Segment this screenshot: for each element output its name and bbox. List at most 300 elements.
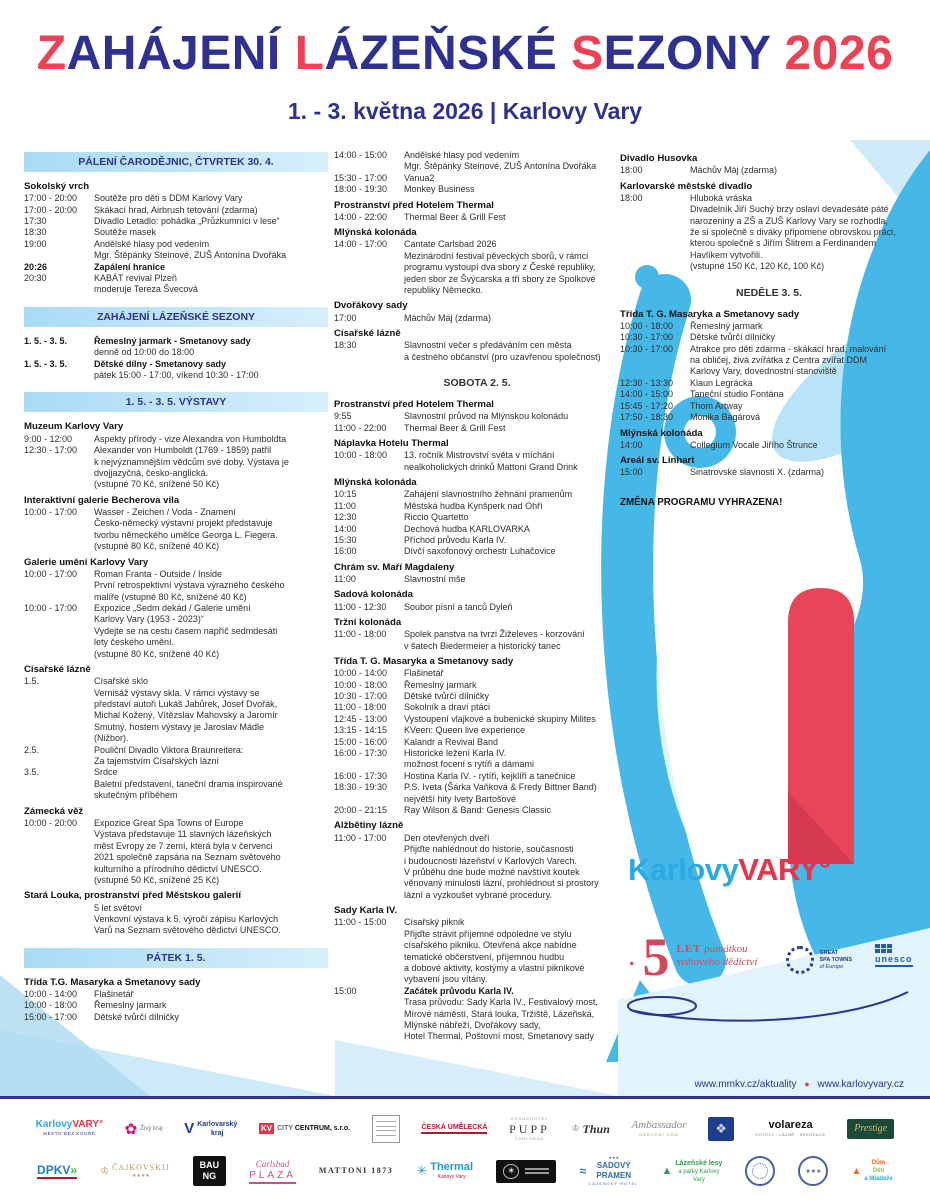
event-time: 13:15 - 14:15: [334, 725, 388, 736]
venue-group: [334, 150, 620, 196]
event-row: [334, 546, 620, 557]
venue-group: [24, 495, 328, 553]
event-desc: Vydejte se na cestu časem napříč sedmdesáti: [94, 625, 278, 636]
event-time: 11:00: [334, 500, 356, 511]
event-row: [334, 702, 620, 713]
event-title: Thom Artway: [690, 400, 743, 411]
event-desc: narozeniny a ZŠ a ZUŠ Karlovy Vary se rozhodla,: [690, 215, 888, 226]
poster-title: [0, 26, 930, 81]
event-title: Dětské dílny - Smetanovy sady: [94, 358, 227, 369]
logo-text: Ambassador NÁRODNÍ DŮM: [631, 1119, 687, 1138]
event-title: Městská hudba Kynšperk nad Ohří: [404, 500, 543, 511]
venue-name: Areál sv. Linhart: [620, 455, 695, 467]
event-row: [334, 917, 620, 928]
event-row: [334, 239, 620, 250]
venue-group: [334, 905, 620, 1043]
event-desc: na obličej, živá zvířátka z Centra zvířat DDM: [690, 355, 868, 366]
venue-name: Mlýnská kolonáda: [620, 427, 703, 439]
event-desc: Vernisáž výstavy skla. V rámci výstavy se: [94, 687, 260, 698]
event-title: Alexander von Humboldt (1769 - 1859) patřil: [94, 445, 272, 456]
unesco-temple-icon: [875, 944, 913, 953]
event-desc: programu vystoupí dva sbory z České republiky,: [404, 262, 596, 273]
event-title: Roman Franta - Outside / Inside: [94, 568, 223, 579]
event-row: [334, 411, 620, 422]
event-title: Císařské sklo: [94, 676, 149, 687]
event-time: 11:00 - 12:30: [334, 601, 387, 612]
event-desc: Venkovní výstava k 5. výročí zápisu Karlových: [94, 913, 279, 924]
lazenske-lesy-icon: ▲: [661, 1165, 673, 1178]
event-time: 12:45 - 13:00: [334, 713, 388, 724]
anniversary-text: LET památkou světového dědictví: [676, 943, 758, 968]
event-title: Kalandr a Revival Band: [404, 736, 499, 747]
event-time: 20:30: [24, 273, 47, 284]
venue-group: [334, 617, 620, 652]
event-time: 14:00 - 15:00: [334, 150, 388, 160]
event-row: [24, 445, 328, 456]
event-row: [334, 629, 620, 640]
event-desc: císařského pikniku. Otevřená akce nabídne: [404, 940, 577, 951]
logo-text: Carlsbad PLAZA: [249, 1159, 296, 1184]
event-time: 12:30 - 17:00: [24, 445, 78, 456]
thermal-icon: ✳: [416, 1163, 428, 1179]
venue-group: [24, 557, 328, 660]
event-desc: kterou společně s Jiřím Šlitrem a Ferdinandem: [690, 238, 877, 249]
venue-name: Sady Karla IV.: [334, 905, 398, 917]
event-row: [620, 344, 918, 355]
event-time: 10:00 - 18:00: [24, 1000, 78, 1011]
event-time: 10:00 - 17:00: [24, 568, 78, 579]
red-dot-icon: .: [628, 939, 636, 972]
event-desc: (vstupné 70 Kč, snížené 50 Kč): [94, 479, 220, 490]
logo-text: Lázeňské lesy a parky Karlovy Vary: [675, 1159, 723, 1183]
venue-name: Třída T.G. Masaryka a Smetanovy sady: [24, 976, 201, 988]
event-time: 20:00 - 21:15: [334, 805, 388, 816]
sponsor-logo-mercedes-benz: [496, 1160, 556, 1183]
venue-group: [24, 890, 328, 936]
venue-group: [334, 656, 620, 816]
venue-name: Mlýnská kolonáda: [334, 227, 417, 239]
event-title: Sinatrovské slavnosti X. (zdarma): [690, 467, 825, 478]
venue-name: Prostranství před Hotelem Thermal: [334, 199, 494, 211]
event-desc: Mgr. Štěpánky Steinové, ZUŠ Antonína Dvořáka: [404, 161, 597, 172]
event-desc: moderuje Tereza Švecová: [94, 284, 198, 295]
event-time: 14:00: [334, 523, 357, 534]
event-desc: Baletní představení, taneční drama inspirované: [94, 778, 283, 789]
venue-group: [620, 309, 918, 424]
unesco-logo: unesco: [875, 944, 913, 967]
event-title: Dechová hudba KARLOVARKA: [404, 523, 530, 534]
venue-name: Zámecká věž: [24, 805, 84, 817]
event-title: Sokolník a draví ptáci: [404, 702, 491, 713]
event-desc: lety českého umění.: [94, 637, 175, 648]
event-time: 11:00 - 17:00: [334, 832, 387, 843]
venue-group: [24, 421, 328, 490]
sponsor-logo-cisarske-lazne-box: [372, 1115, 400, 1143]
event-title: Aspekty přírody - vize Alexandra von Humboldta: [94, 433, 287, 444]
event-title: Den otevřených dveří: [404, 832, 490, 843]
dotted-circle-icon: [786, 946, 814, 974]
event-title: Spolek panstva na tvrzi Žiželeves - korzování: [404, 629, 585, 640]
venue-name: Třída T. G. Masaryka a Smetanovy sady: [620, 308, 800, 320]
event-time: 18:00: [620, 165, 643, 176]
event-time: 1. 5. - 3. 5.: [24, 358, 68, 369]
sponsor-logo-dum-deti-a-mladeze: [852, 1159, 893, 1183]
section-header: PÁTEK 1. 5.: [24, 948, 328, 968]
logo-text: MATTONI 1873: [318, 1166, 394, 1176]
event-title: Flašinetář: [404, 668, 444, 679]
event-desc: vybavení jsou vítány.: [404, 974, 488, 985]
title-word: Z: [36, 27, 67, 80]
event-desc: Přijďte nahlédnout do historie, současnosti: [404, 844, 574, 855]
event-desc: (vstupné 50 Kč, snížené 25 Kč): [94, 874, 220, 885]
sponsor-logo-mattoni-1873: [319, 1166, 393, 1176]
event-time: 10:00 - 14:00: [334, 668, 388, 679]
karlovy-vary-city-logo: [628, 852, 920, 888]
event-time: 10:30 - 17:00: [620, 343, 674, 354]
event-time: 10:00 - 20:00: [24, 817, 78, 828]
footer-links: [694, 1079, 904, 1090]
venue-name: Muzeum Karlovy Vary: [24, 421, 124, 433]
event-time: 14:00 - 15:00: [620, 389, 674, 400]
event-title: Thermal Beer & Grill Fest: [404, 211, 506, 222]
event-desc: tematické občerstvení, příjemnou hudbu: [404, 951, 565, 962]
kv-city-centrum-icon: KV: [260, 1124, 273, 1134]
logo-text: ČESKÁ UMĚLECKÁ: [421, 1123, 487, 1134]
logo-text: Prestige: [854, 1122, 888, 1134]
sponsor-logo-volareza: [755, 1119, 825, 1138]
event-title: Hostina Karla IV. - rytíři, kejklíři a tanečnice: [404, 770, 576, 781]
venue-group: [334, 227, 620, 296]
stacked-text-mark-icon: [372, 1115, 400, 1143]
event-row: [24, 262, 328, 273]
event-desc: Divadelník Jiří Suchý brzy oslaví devadesáté páté: [690, 204, 889, 215]
sponsor-row-2: [0, 1155, 930, 1187]
event-row: [24, 205, 328, 216]
event-title: Taneční studio Fontána: [690, 389, 784, 400]
venue-group: [334, 328, 620, 363]
venue-name: Alžbětiny lázně: [334, 820, 404, 832]
sponsor-logo-bau-ng: [193, 1156, 227, 1186]
sponsor-logo-round-seal: [745, 1156, 775, 1186]
logo-text: Thermal Karlovy Vary: [430, 1161, 474, 1181]
program-column-right: [620, 150, 918, 508]
logo-text: Karlovarský kraj: [197, 1120, 238, 1137]
event-row: [24, 818, 328, 829]
title-word: 2026: [784, 27, 894, 80]
karlovarsky-kraj-icon: V: [184, 1120, 195, 1138]
event-row: [334, 535, 620, 546]
event-time: 14:00 - 17:00: [334, 239, 388, 250]
event-desc: Za tajemstvím Císařských lázní: [94, 756, 220, 767]
event-title: Thermal Beer & Grill Fest: [404, 422, 506, 433]
venue-group: [620, 455, 918, 479]
event-time: 18:30: [24, 227, 47, 238]
event-desc: Karlovy Vary (1953 - 2023)“: [94, 614, 204, 625]
event-time: 17:00 - 20:00: [24, 204, 78, 215]
event-row: [334, 212, 620, 223]
sponsor-logo-sadovy-pramen: [579, 1155, 638, 1187]
venue-group: [24, 806, 328, 887]
venue-name: Císařské lázně: [24, 664, 91, 675]
program-section: [24, 948, 328, 1023]
venue-group: [620, 428, 918, 452]
event-title: Klaun Legrácka: [690, 377, 753, 388]
event-desc: malíře (vstupné 80 Kč, snížené 40 Kč): [94, 591, 247, 602]
event-desc: (vstupné 150 Kč, 120 Kč, 100 Kč): [690, 261, 825, 272]
event-desc: jeden sbor ze Švýcarska a tři sbory ze Spolkové: [404, 273, 596, 284]
event-title: Soubor písní a tanců Dyleň: [404, 601, 513, 612]
sponsor-logo-cajkovskij: [100, 1163, 170, 1180]
event-time: 20:26: [24, 261, 48, 272]
event-title: Vystoupení vlajkové a bubenické skupiny Milites: [404, 713, 596, 724]
venue-group: [334, 562, 620, 586]
sponsor-logo-lazenske-lesy: [661, 1159, 722, 1184]
mercedes-benz-icon: ✶: [503, 1164, 519, 1179]
sponsor-logo-karlovarsky-kraj: [184, 1120, 237, 1138]
event-time: 17:50 - 18:30: [620, 412, 674, 423]
event-row: [620, 389, 918, 400]
event-desc: v šatech Biedermeier a historický tanec: [404, 640, 561, 651]
venue-name: Mlýnská kolonáda: [334, 477, 417, 489]
thun-icon: ♔: [571, 1123, 580, 1134]
program-column-middle: [334, 150, 620, 1054]
event-row: [620, 467, 918, 478]
venue-group: [334, 200, 620, 224]
event-row: [334, 833, 620, 844]
event-time: 15:45 - 17:20: [620, 400, 674, 411]
dot-separator-icon: ●: [804, 1079, 810, 1089]
event-title: Divadlo Letadlo: pohádka „Průzkumníci v lese“: [94, 216, 280, 227]
event-time: 10:00 - 14:00: [24, 988, 78, 999]
section-header: 1. 5. - 3. 5. VÝSTAVY: [24, 392, 328, 412]
event-desc: Michal Kožený, Vítězslav Mahovský a Jaromír: [94, 710, 278, 721]
event-title: 5 let světoví: [94, 902, 143, 913]
event-desc: Karlovy Vary, dovednostní stanoviště: [690, 366, 837, 377]
event-title: Andělské hlasy pod vedením: [94, 238, 210, 249]
logo-text: Thun: [582, 1121, 610, 1136]
venue-name: Chrám sv. Maří Magdaleny: [334, 561, 455, 573]
footer-url-right: www.karlovyvary.cz: [817, 1079, 904, 1090]
event-title: Ray Wilson & Band: Genesis Classic: [404, 805, 552, 816]
zivy-kraj-icon: ✿: [124, 1120, 138, 1138]
sponsor-strip: [0, 1102, 930, 1200]
venue-name: Sadová kolonáda: [334, 589, 413, 601]
event-row: [334, 150, 620, 161]
five-numeral: 5: [642, 927, 670, 987]
event-time: 12:30: [334, 512, 357, 523]
venue-name: Galerie umění Karlovy Vary: [24, 556, 149, 568]
event-time: 10:00 - 17:00: [24, 602, 78, 613]
event-row: [334, 340, 620, 351]
sponsor-logo-zivy-kraj: [125, 1120, 163, 1138]
event-desc: pátek 15:00 - 17:00, víkend 10:30 - 17:00: [94, 370, 259, 381]
title-word: AHÁJENÍ: [66, 27, 295, 80]
event-row: [334, 737, 620, 748]
event-title: Slavnostní mše: [404, 573, 466, 584]
event-title: Flašinetář: [94, 988, 134, 999]
event-row: [24, 676, 328, 687]
event-time: 16:00 - 17:30: [334, 770, 388, 781]
venue-group: [24, 336, 328, 382]
event-row: [334, 173, 620, 184]
logo-text: BAU NG: [199, 1160, 220, 1182]
event-title: Monika Bagárová: [690, 412, 761, 423]
event-time: 18:00: [620, 192, 643, 203]
event-time: 11:00 - 18:00: [334, 702, 387, 713]
event-time: 10:00 - 18:00: [334, 450, 388, 461]
event-title: Řemeslný jarmark: [94, 1000, 167, 1011]
event-row: [620, 401, 918, 412]
event-time: 18:00 - 19:30: [334, 184, 388, 195]
event-desc: k nejvýznamnějším vědcům své doby. Výstava je: [94, 456, 289, 467]
program-column-left: [24, 150, 328, 1034]
event-title: Expozice „Sedm dekád / Galerie umění: [94, 602, 251, 613]
event-desc: tvorbu německého umělce Georga L. Fiegera.: [94, 529, 278, 540]
program-section: [24, 152, 328, 296]
venue-group: [334, 820, 620, 901]
brand-block: [628, 852, 920, 987]
event-title: Máchův Máj (zdarma): [690, 165, 778, 176]
event-desc: Havlíkem vytvořili.: [690, 249, 763, 260]
venue-group: [334, 438, 620, 473]
event-title: Slavnostní průvod na Mlýnskou kolonádu: [404, 411, 569, 422]
event-row: [334, 986, 620, 997]
event-row: [24, 359, 328, 370]
event-row: [24, 745, 328, 756]
poster-subtitle: 1. - 3. května 2026 | Karlovy Vary: [287, 98, 643, 124]
event-row: [334, 668, 620, 679]
event-time: 19:00: [24, 238, 47, 249]
event-title: Máchův Máj (zdarma): [404, 312, 492, 323]
venue-name: Divadlo Husovka: [620, 153, 698, 164]
event-row: [620, 440, 918, 451]
program-section: [334, 150, 620, 363]
sponsor-logo-ceska-umelecka: [421, 1123, 487, 1134]
event-time: 10:00 - 17:00: [24, 506, 78, 517]
title-word: EZONY: [603, 27, 785, 80]
event-title: Slavnostní večer s předáváním cen města: [404, 340, 572, 351]
event-title: Historické ležení Karla IV.: [404, 748, 507, 759]
event-time: [24, 903, 94, 914]
event-row: [334, 691, 620, 702]
event-row: [334, 184, 620, 195]
event-desc: dvojjazyčná, česko-anglická.: [94, 467, 209, 478]
event-row: [24, 239, 328, 250]
event-title: Řemeslný jarmark: [690, 320, 763, 331]
event-title: Řemeslný jarmark - Smetanovy sady: [94, 335, 251, 346]
event-time: 11:00 - 22:00: [334, 422, 387, 433]
footer-rule: [0, 1096, 930, 1099]
event-row: [334, 574, 620, 585]
event-time: 1.5.: [24, 676, 40, 687]
event-row: [620, 412, 918, 423]
event-row: [24, 767, 328, 778]
venue-group: [334, 399, 620, 434]
text-bars-icon: [525, 1168, 549, 1174]
event-time: 15:00: [620, 467, 643, 478]
event-desc: a čestného občanství (pro uzavřenou společnost): [404, 351, 601, 362]
event-row: [24, 903, 328, 914]
event-title: KABÁT revival Plzeň: [94, 273, 177, 284]
event-title: Pouliční Divadlo Viktora Braunreitera:: [94, 744, 244, 755]
city-logo-word: VARY°: [738, 852, 831, 887]
event-title: P.S. Iveta (Šárka Vaňková & Fredy Bittner Band): [404, 782, 597, 793]
logo-text: Živý kraj: [140, 1125, 163, 1132]
dum-deti-a-mladeze-icon: ▲: [851, 1165, 862, 1177]
event-time: 16:00 - 17:30: [334, 748, 388, 759]
city-logo-word: Karlovy: [628, 852, 739, 887]
venue-name: Dvořákovy sady: [334, 300, 408, 312]
event-desc: (vstupné 80 Kč, snížené 40 Kč): [94, 541, 220, 552]
event-row: [334, 725, 620, 736]
event-row: [620, 165, 918, 176]
event-desc: že si společně s diváky připomene obrovskou práci,: [690, 227, 896, 238]
program-section: [620, 153, 918, 273]
event-desc: Hotel Thermal, Poštovní most, Smetanovy sady: [404, 1031, 594, 1042]
event-title: Soutěže pro děti s DDM Karlovy Vary: [94, 193, 243, 204]
program-section: [24, 392, 328, 936]
event-time: 10:00 - 18:00: [620, 320, 674, 331]
event-row: [24, 603, 328, 614]
event-time: 10:00 - 18:00: [334, 679, 388, 690]
event-row: [334, 714, 620, 725]
event-row: [24, 273, 328, 284]
round-seal-icon: [745, 1156, 775, 1186]
event-time: 18:30: [334, 340, 357, 351]
event-title: Začátek průvodu Karla IV.: [404, 985, 514, 996]
event-title: Hluboká vráska: [690, 192, 753, 203]
venue-group: [334, 300, 620, 324]
sponsor-logo-prestige: [847, 1119, 894, 1139]
event-desc: i budoucnosti lázeňství v Karlových Varech.: [404, 855, 577, 866]
event-desc: Varů na Seznam světového dědictví UNESCO.: [94, 925, 281, 936]
event-time: 15:00 - 16:00: [334, 736, 388, 747]
event-desc: V průběhu dne bude možné navštívit koutek: [404, 866, 580, 877]
event-time: 10:15: [334, 489, 357, 500]
logo-text: KarlovyVARY° MĚSTO BEZ KOUŘE: [35, 1119, 103, 1137]
sponsor-logo-ambassador: [632, 1119, 687, 1138]
event-row: [334, 489, 620, 500]
event-title: Collegium Vocale Jiřího Štrunce: [690, 439, 818, 450]
sponsor-logo-thun: [571, 1122, 609, 1136]
event-desc: (Nižbor).: [94, 733, 129, 744]
event-title: Atrakce pro děti zdarma - skákací hrad, malování: [690, 343, 887, 354]
event-desc: skutečným příběhem: [94, 790, 178, 801]
event-time: 17:00: [334, 312, 357, 323]
event-row: [24, 227, 328, 238]
sadovy-pramen-icon: ≈: [579, 1164, 587, 1179]
event-time: 15:30 - 17:00: [334, 172, 388, 183]
event-title: Cantate Carlsbad 2026: [404, 239, 497, 250]
event-row: [334, 782, 620, 793]
logo-text: CITY CENTRUM, s.r.o.: [277, 1125, 351, 1133]
event-row: [334, 450, 620, 461]
sponsor-row-1: [0, 1115, 930, 1143]
event-title: 13. ročník Mistrovství světa v míchání: [404, 450, 555, 461]
event-desc: Mezinárodní festival pěveckých sborů, v rámci: [404, 250, 589, 261]
program-section: [24, 307, 328, 382]
event-title: Skákací hrad, Airbrush tetování (zdarma): [94, 204, 258, 215]
event-title: Srdce: [94, 767, 118, 778]
event-title: Zahájení slavnostního žehnání pramenům: [404, 489, 573, 500]
section-header: PÁLENÍ ČARODĚJNIC, ČTVRTEK 30. 4.: [24, 152, 328, 172]
logo-text: DPKV»: [37, 1163, 78, 1178]
program-section: [620, 287, 918, 479]
event-desc: Trasa průvodu: Sady Karla IV., Festivalový most,: [404, 997, 598, 1008]
event-title: Dětské tvůrčí dílničky: [94, 1011, 180, 1022]
event-title: Soutěže masek: [94, 227, 157, 238]
event-desc: a dobové aktivity, kostýmy a vlastní piknikové: [404, 962, 585, 973]
